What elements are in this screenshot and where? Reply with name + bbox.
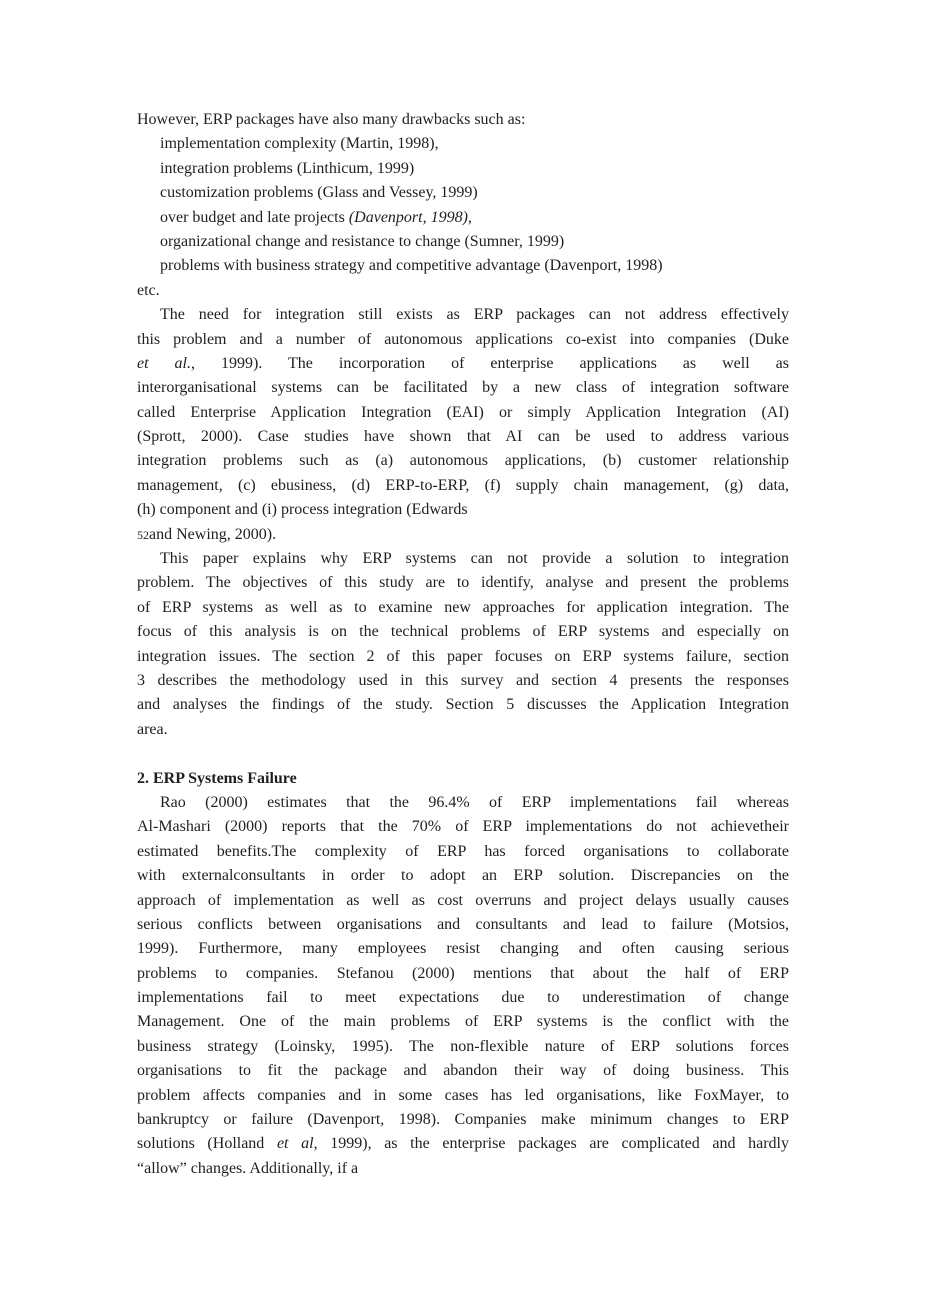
text-segment: estimated benefits.The complexity of ERP has forced organisations to collaborate: [137, 842, 789, 860]
text-line: [137, 157, 789, 181]
text-segment: this problem and a number of autonomous applications co-exist into companies (Duke: [137, 330, 789, 348]
text-line: [137, 1157, 789, 1181]
text-segment: area.: [137, 720, 168, 738]
text-line: [137, 815, 789, 839]
text-segment: 1999). Furthermore, many employees resist changing and often causing serious: [137, 940, 789, 958]
blank-line: [137, 742, 789, 766]
text-segment: over budget and late projects: [160, 208, 349, 226]
text-line: [137, 474, 789, 498]
text-segment: Management. One of the main problems of ERP systems is the conflict with the: [137, 1013, 789, 1031]
text-line: [137, 620, 789, 644]
text-line: [137, 1084, 789, 1108]
italic-citation-text: et al.: [137, 354, 191, 372]
text-line: [137, 132, 789, 156]
text-segment: implementation complexity (Martin, 1998),: [160, 135, 439, 153]
section-heading: [137, 767, 789, 791]
text-line: [137, 669, 789, 693]
text-segment: ,: [467, 208, 472, 226]
text-segment: business strategy (Loinsky, 1995). The non-flexible nature of ERP solutions forces: [137, 1037, 789, 1055]
text-line: [137, 254, 789, 278]
text-line: [137, 1010, 789, 1034]
text-segment: “allow” changes. Additionally, if a: [137, 1159, 359, 1177]
text-line: [137, 962, 789, 986]
text-segment: (Sprott, 2000). Case studies have shown that AI can be used to address various: [137, 428, 789, 446]
text-segment: integration problems (Linthicum, 1999): [160, 159, 415, 177]
text-line: [137, 937, 789, 961]
text-segment: approach of implementation as well as cost overruns and project delays usually causes: [137, 891, 789, 909]
text-line: [137, 718, 789, 742]
text-segment: 3 describes the methodology used in this survey and section 4 presents the responses: [137, 671, 789, 689]
text-segment: integration issues. The section 2 of this paper focuses on ERP systems failure, section: [137, 647, 789, 665]
text-line: [137, 425, 789, 449]
text-segment: management, (c) ebusiness, (d) ERP-to-ERP, (f) supply chain management, (g) data,: [137, 476, 789, 494]
text-segment: The need for integration still exists as ERP packages can not address effectively: [160, 306, 789, 324]
text-segment: called Enterprise Application Integration (EAI) or simply Application Integration (AI): [137, 403, 789, 421]
text-segment: This paper explains why ERP systems can not provide a solution to integration: [160, 550, 789, 568]
text-line: [137, 449, 789, 473]
text-segment: Al-Mashari (2000) reports that the 70% of ERP implementations do not achievetheir: [137, 818, 789, 836]
text-segment: and analyses the findings of the study. Section 5 discusses the Application Integration: [137, 696, 789, 714]
text-segment: integration problems such as (a) autonomous applications, (b) customer relationship: [137, 452, 789, 470]
italic-citation-text: et al: [276, 1135, 314, 1153]
text-segment: organizational change and resistance to change (Sumner, 1999): [160, 232, 565, 250]
text-segment: focus of this analysis is on the technical problems of ERP systems and especially on: [137, 623, 789, 641]
text-line: [137, 889, 789, 913]
text-segment: bankruptcy or failure (Davenport, 1998). Companies make minimum changes to ERP: [137, 1111, 789, 1129]
small-reference-number: 52: [137, 527, 149, 542]
text-segment: problems with business strategy and competitive advantage (Davenport, 1998): [160, 257, 663, 275]
text-segment: and Newing, 2000).: [149, 525, 277, 543]
text-segment: (h) component and (i) process integration (Edwards: [137, 501, 468, 519]
text-segment: customization problems (Glass and Vessey, 1999): [160, 184, 478, 202]
text-line: [137, 693, 789, 717]
text-line: [137, 1108, 789, 1132]
text-line: [137, 181, 789, 205]
text-segment: implementations fail to meet expectations due to underestimation of change: [137, 989, 789, 1007]
text-line: [137, 328, 789, 352]
text-line: [137, 279, 789, 303]
text-line: [137, 547, 789, 571]
text-segment: serious conflicts between organisations and consultants and lead to failure (Motsios,: [137, 915, 789, 933]
text-line: [137, 1059, 789, 1083]
text-segment: problem affects companies and in some cases has led organisations, like FoxMayer, to: [137, 1086, 789, 1104]
text-segment: However, ERP packages have also many drawbacks such as:: [137, 111, 526, 128]
text-line: [137, 1132, 789, 1156]
text-line: [137, 571, 789, 595]
text-segment: with externalconsultants in order to adopt an ERP solution. Discrepancies on the: [137, 867, 789, 885]
text-line: [137, 401, 789, 425]
text-segment: , 1999), as the enterprise packages are complicated and hardly: [313, 1135, 789, 1153]
text-line: [137, 840, 789, 864]
text-segment: problem. The objectives of this study are to identify, analyse and present the problems: [137, 574, 789, 592]
text-segment: Rao (2000) estimates that the 96.4% of ERP implementations fail whereas: [160, 793, 789, 811]
document-text-block: [137, 108, 789, 1181]
text-line: [137, 596, 789, 620]
text-segment: problems to companies. Stefanou (2000) mentions that about the half of ERP: [137, 964, 789, 982]
text-line: [137, 108, 789, 132]
text-line: [137, 523, 789, 547]
text-line: [137, 376, 789, 400]
text-line: [137, 206, 789, 230]
text-line: [137, 913, 789, 937]
text-line: [137, 352, 789, 376]
text-segment: organisations to fit the package and abandon their way of doing business. This: [137, 1062, 789, 1080]
text-line: [137, 498, 789, 522]
text-line: [137, 986, 789, 1010]
italic-citation-text: (Davenport, 1998): [348, 208, 468, 226]
text-segment: solutions (Holland: [137, 1135, 277, 1153]
text-line: [137, 645, 789, 669]
text-line: [137, 230, 789, 254]
text-line: [137, 791, 789, 815]
text-line: [137, 303, 789, 327]
text-line: [137, 864, 789, 888]
text-segment: , 1999). The incorporation of enterprise applications as well as: [191, 354, 789, 372]
text-segment: interorganisational systems can be facilitated by a new class of integration software: [137, 379, 789, 397]
text-segment: of ERP systems as well as to examine new approaches for application integration. The: [137, 598, 789, 616]
text-segment: etc.: [137, 281, 160, 299]
text-line: [137, 1035, 789, 1059]
heading-text: 2. ERP Systems Failure: [137, 769, 297, 787]
